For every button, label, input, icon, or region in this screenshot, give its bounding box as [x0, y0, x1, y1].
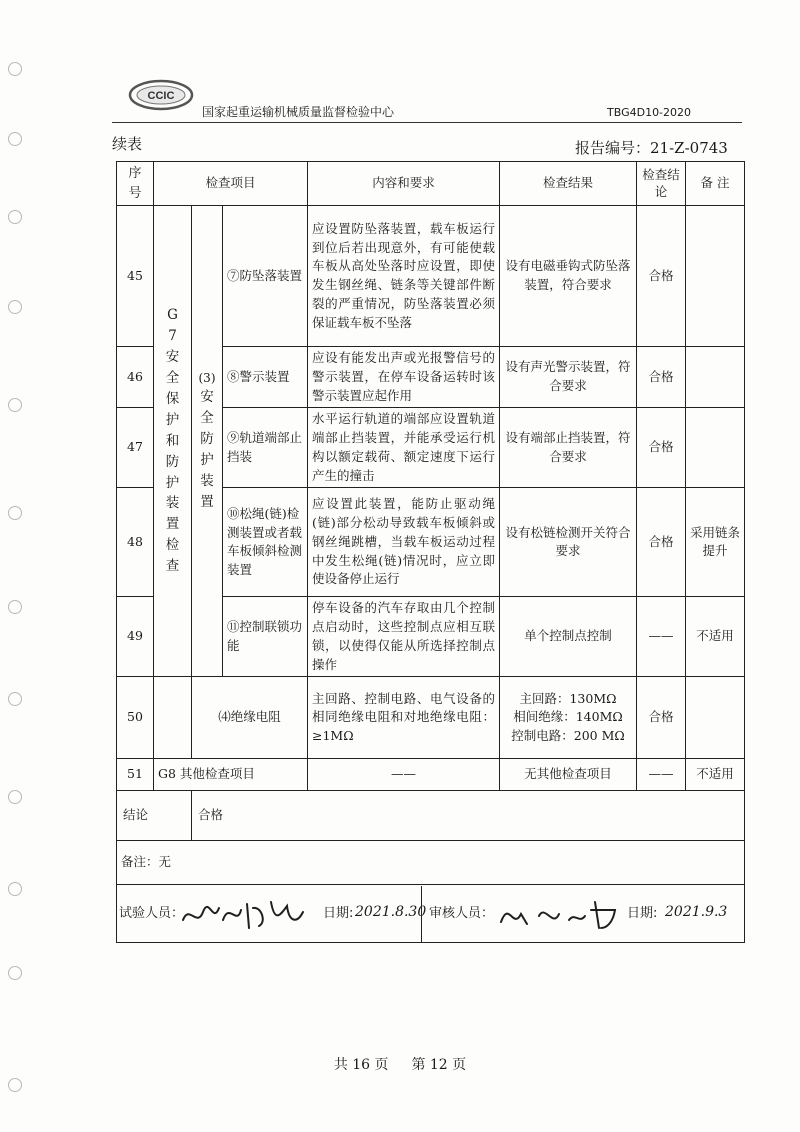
continued-label: 续表 — [112, 135, 143, 153]
row-result: 设有声光警示装置，符合要求 — [500, 347, 637, 408]
row-verdict: 合格 — [637, 347, 686, 408]
row-spacer — [154, 677, 192, 759]
row-no: 48 — [117, 488, 154, 597]
table-row — [117, 677, 745, 759]
row-verdict: 合格 — [637, 408, 686, 488]
reviewer-signature — [495, 894, 625, 934]
org-name: 国家起重运输机械质量监督检验中心 — [202, 105, 395, 119]
row-result: 单个控制点控制 — [500, 597, 637, 677]
row-content: 主回路、控制电路、电气设备的相同绝缘电阻和对地绝缘电阻：≥1MΩ — [308, 677, 500, 759]
signature-cell — [117, 885, 745, 943]
row-item: ⑷绝缘电阻 — [192, 677, 308, 759]
binder-hole — [8, 62, 22, 76]
remark-line: 备注：无 — [117, 841, 745, 885]
row-verdict: 合格 — [637, 488, 686, 597]
row-no: 51 — [117, 759, 154, 791]
sub-group-3: (3) 安全防护装置 — [192, 206, 223, 677]
binder-hole — [8, 790, 22, 804]
binder-hole — [8, 1078, 22, 1092]
tester-date: 2021.8.30 — [355, 903, 427, 920]
signature-row — [117, 885, 745, 943]
reviewer-date: 2021.9.3 — [665, 903, 728, 920]
row-content: 应设有能发出声或光报警信号的警示装置，在停车设备运转时该警示装置应起作用 — [308, 347, 500, 408]
group-g7: G7安全保护和防护装置检查 — [154, 206, 192, 677]
row-item: ⑪控制联锁功能 — [223, 597, 308, 677]
row-content: 停车设备的汽车存取由几个控制点启动时，这些控制点应相互联锁，以使得仅能从所选择控制点操作 — [308, 597, 500, 677]
reviewer-date-label: 日期: — [627, 905, 658, 921]
remark-row — [117, 841, 745, 885]
binder-hole — [8, 210, 22, 224]
header-rule — [112, 122, 742, 123]
binder-hole — [8, 600, 22, 614]
row-verdict: 合格 — [637, 677, 686, 759]
row-item: ⑩松绳(链)检测装置或者载车板倾斜检测装置 — [223, 488, 308, 597]
row-result: 设有电磁垂钩式防坠落装置，符合要求 — [500, 206, 637, 347]
row-verdict: 合格 — [637, 206, 686, 347]
row-result: 设有端部止挡装置，符合要求 — [500, 408, 637, 488]
table-row — [117, 759, 745, 791]
report-number: 报告编号：21-Z-0743 — [575, 139, 728, 157]
row-remark: 不适用 — [686, 759, 745, 791]
row-result: 设有松链检测开关符合要求 — [500, 488, 637, 597]
binder-hole — [8, 132, 22, 146]
total-pages: 共 16 页 — [333, 1057, 389, 1073]
header-content: 内容和要求 — [308, 162, 500, 206]
row-result: 主回路：130MΩ 相间绝缘：140MΩ 控制电路：200 MΩ — [500, 677, 637, 759]
row-no: 50 — [117, 677, 154, 759]
binder-hole — [8, 966, 22, 980]
table-header-row — [117, 162, 745, 206]
row-item: ⑨轨道端部止挡装 — [223, 408, 308, 488]
row-remark: 采用链条提升 — [686, 488, 745, 597]
binder-hole — [8, 506, 22, 520]
row-remark — [686, 206, 745, 347]
signature-divider — [421, 886, 422, 942]
row-remark: 不适用 — [686, 597, 745, 677]
page-footer — [0, 1054, 800, 1074]
row-no: 45 — [117, 206, 154, 347]
svg-text:CCIC: CCIC — [147, 90, 175, 102]
row-no: 49 — [117, 597, 154, 677]
table-row — [117, 206, 745, 347]
row-no: 47 — [117, 408, 154, 488]
binder-hole — [8, 882, 22, 896]
doc-code: TBG4D10-2020 — [607, 106, 692, 119]
conclusion-value: 合格 — [192, 791, 745, 841]
header-remark: 备 注 — [686, 162, 745, 206]
row-item: ⑦防坠落装置 — [223, 206, 308, 347]
inspection-table — [116, 161, 745, 943]
tester-signature — [179, 894, 309, 934]
row-result: 无其他检查项目 — [500, 759, 637, 791]
row-content: —— — [308, 759, 500, 791]
conclusion-row — [117, 791, 745, 841]
row-no: 46 — [117, 347, 154, 408]
row-remark — [686, 408, 745, 488]
row-content: 水平运行轨道的端部应设置轨道端部止挡装置，并能承受运行机构以额定载荷、额定速度下运行产生的撞击 — [308, 408, 500, 488]
binder-hole — [8, 300, 22, 314]
current-page: 第 12 页 — [411, 1057, 467, 1073]
reviewer-label: 审核人员： — [429, 905, 495, 921]
header-result: 检查结果 — [500, 162, 637, 206]
row-item: ⑧警示装置 — [223, 347, 308, 408]
row-verdict: —— — [637, 597, 686, 677]
conclusion-label: 结论 — [117, 791, 192, 841]
header-seq: 序号 — [117, 162, 154, 206]
row-verdict: —— — [637, 759, 686, 791]
row-content: 应设置此装置，能防止驱动绳(链)部分松动导致载车板倾斜或钢丝绳跳槽，当载车板运动过程中发生松绳(链)情况时，应立即使设备停止运行 — [308, 488, 500, 597]
header-verdict: 检查结论 — [637, 162, 686, 206]
binder-hole — [8, 398, 22, 412]
row-content: 应设置防坠落装置，载车板运行到位后若出现意外，有可能使载车板从高处坠落时应设置，即使发生钢丝绳、链条等关键部件断裂的严重情况，防坠落装置必须保证载车板不坠落 — [308, 206, 500, 347]
row-remark — [686, 677, 745, 759]
ccic-logo — [128, 78, 194, 112]
row-item: G8 其他检查项目 — [154, 759, 308, 791]
tester-label: 试验人员： — [119, 905, 185, 921]
tester-date-label: 日期: — [323, 905, 354, 921]
binder-hole — [8, 692, 22, 706]
header-item: 检查项目 — [154, 162, 308, 206]
row-remark — [686, 347, 745, 408]
